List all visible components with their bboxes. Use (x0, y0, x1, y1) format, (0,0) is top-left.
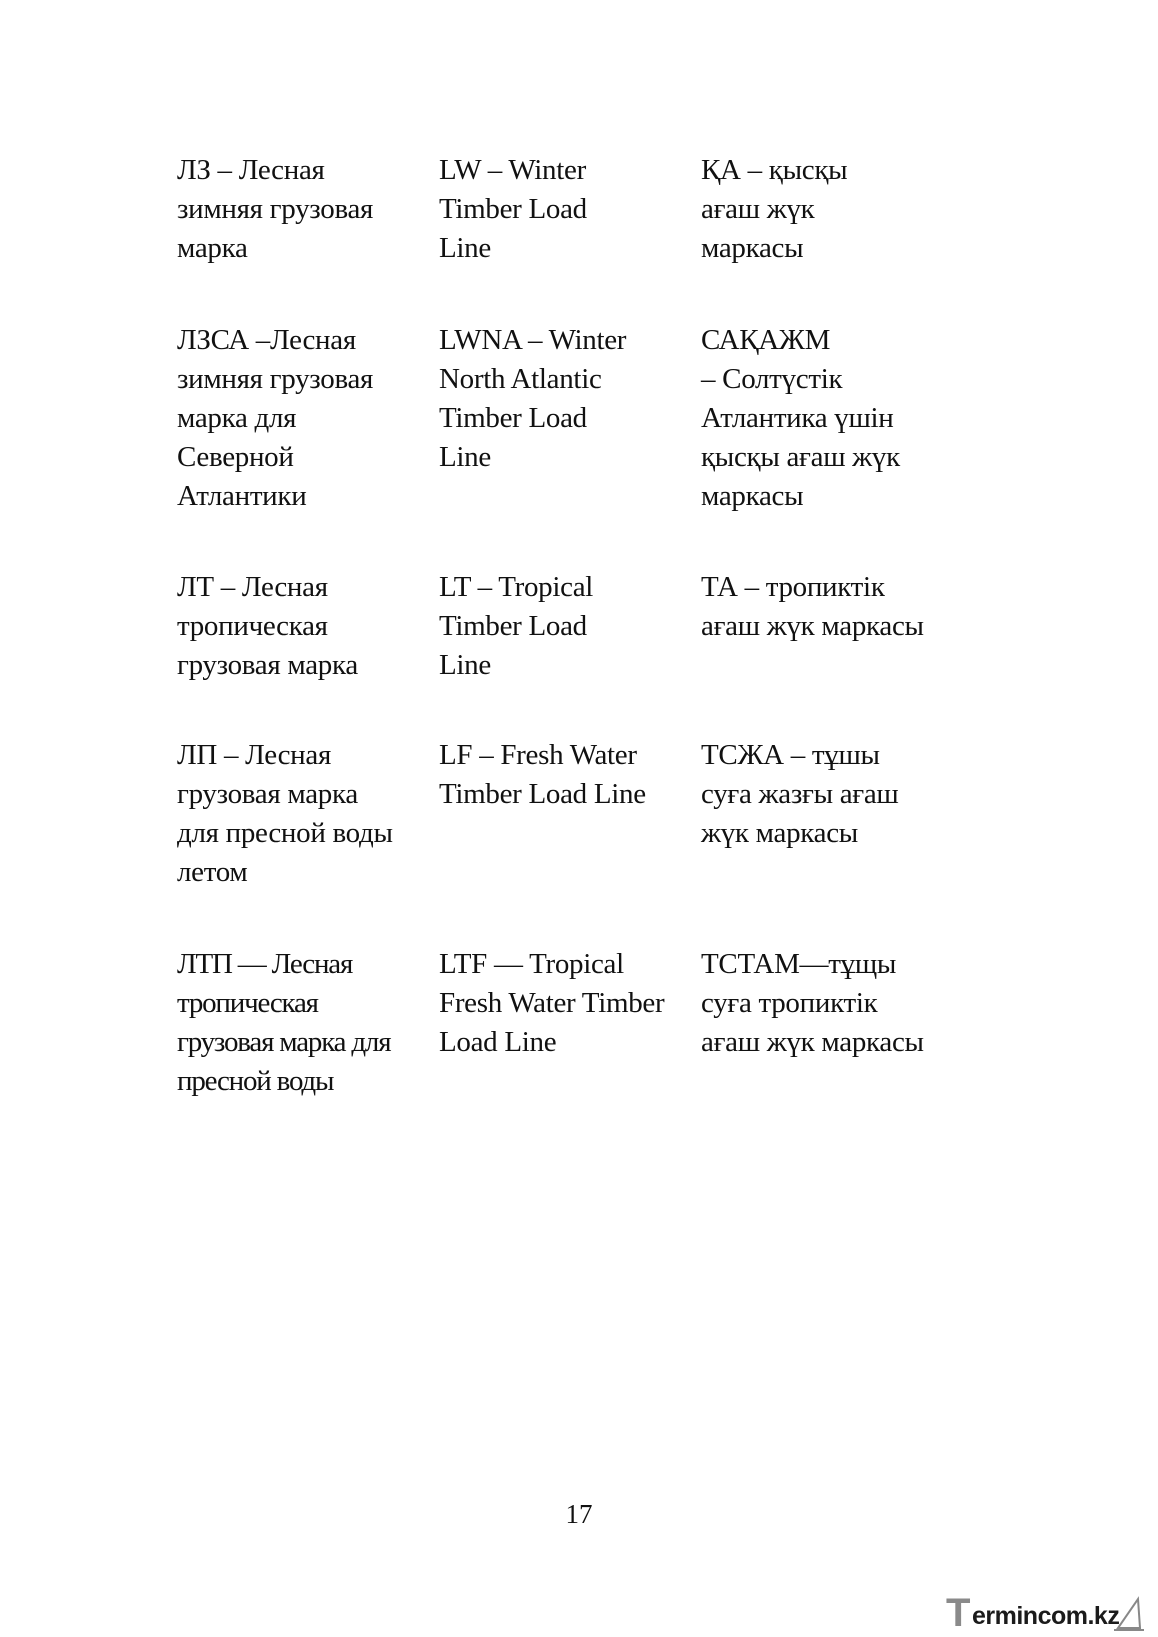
entry-2-russian-line: марка для (177, 402, 297, 434)
watermark-first-letter: T (946, 1591, 971, 1635)
entry-2-russian-line: Атлантики (177, 480, 307, 512)
entry-2-russian-line: зимняя грузовая (177, 363, 374, 395)
entry-2-english-line: North Atlantic (439, 363, 602, 395)
entry-5-kazakh-line: ТСТАМ—тұщы (701, 948, 897, 980)
entry-3-kazakh-line: ағаш жүк маркасы (701, 610, 924, 642)
entry-2-russian-line: Северной (177, 441, 294, 473)
entry-1-kazakh (701, 151, 951, 268)
entry-2-english-line: LWNA – Winter (439, 324, 627, 356)
entry-2-kazakh-line: маркасы (701, 480, 804, 512)
entry-4-kazakh-line: суға жазғы ағаш (701, 778, 899, 810)
entry-1-english-line: Timber Load (439, 193, 587, 225)
entry-1-kazakh-line: маркасы (701, 232, 804, 264)
entry-5-english-line: Load Line (439, 1026, 557, 1058)
entry-2-russian-line: ЛЗСА –Лесная (177, 324, 356, 356)
entry-2-russian (177, 321, 417, 516)
entry-4-kazakh-line: ТСЖА – тұшы (701, 739, 880, 771)
entry-4-english (439, 736, 689, 814)
page-number: 17 (565, 1499, 593, 1529)
entry-5-kazakh-line: суға тропиктік (701, 987, 878, 1019)
entry-5-kazakh-line: ағаш жүк маркасы (701, 1026, 924, 1058)
entry-1-english-line: Line (439, 232, 491, 264)
entry-2-kazakh-line: САҚАЖМ (701, 324, 831, 356)
entry-1-russian-line: зимняя грузовая (177, 193, 374, 225)
entry-4-kazakh-line: жүк маркасы (701, 817, 858, 849)
entry-1-english (439, 151, 689, 268)
entry-2-kazakh (701, 321, 951, 516)
entry-4-russian-line: ЛП – Лесная (177, 739, 331, 771)
entry-5-english-line: Fresh Water Timber (439, 987, 665, 1019)
entry-5-english-line: LTF — Tropical (439, 948, 624, 980)
entry-4-russian-line: летом (177, 856, 248, 888)
entry-3-russian-line: тропическая (177, 610, 328, 642)
entry-5-russian (177, 945, 417, 1101)
entry-3-english-line: Line (439, 649, 491, 681)
entry-4-english-line: LF – Fresh Water (439, 739, 637, 771)
entry-5-english (439, 945, 689, 1062)
entry-1-russian-line: ЛЗ – Лесная (177, 154, 325, 186)
entry-1-russian-line: марка (177, 232, 248, 264)
entry-4-russian-line: грузовая марка (177, 778, 358, 810)
entry-5-russian-line: ЛТП — Лесная (177, 948, 353, 980)
entry-3-russian-line: грузовая марка (177, 649, 358, 681)
entry-2-english-line: Timber Load (439, 402, 587, 434)
entry-3-english-line: LT – Tropical (439, 571, 594, 603)
entry-5-kazakh (701, 945, 951, 1062)
entry-2-kazakh-line: – Солтүстік (701, 363, 843, 395)
sail-icon (1114, 1595, 1144, 1631)
entry-5-russian-line: пресной воды (177, 1065, 334, 1097)
entry-3-russian-line: ЛТ – Лесная (177, 571, 328, 603)
entry-1-kazakh-line: ҚА – қысқы (701, 154, 848, 186)
entry-4-russian-line: для пресной воды (177, 817, 393, 849)
watermark-text: ermincom.kz (972, 1602, 1120, 1630)
watermark-logo (946, 1593, 1146, 1633)
entry-3-english-line: Timber Load (439, 610, 587, 642)
entry-3-english (439, 568, 689, 685)
entry-2-english (439, 321, 689, 477)
entry-4-russian (177, 736, 417, 892)
entry-3-russian (177, 568, 417, 685)
entry-3-kazakh-line: ТА – тропиктік (701, 571, 885, 603)
entry-5-russian-line: грузовая марка для (177, 1026, 391, 1058)
entry-4-english-line: Timber Load Line (439, 778, 646, 810)
entry-2-kazakh-line: Атлантика үшін (701, 402, 894, 434)
entry-3-kazakh (701, 568, 951, 646)
entry-5-russian-line: тропическая (177, 987, 318, 1019)
entry-4-kazakh (701, 736, 951, 853)
entry-1-english-line: LW – Winter (439, 154, 586, 186)
entry-1-russian (177, 151, 417, 268)
entry-1-kazakh-line: ағаш жүк (701, 193, 815, 225)
entry-2-kazakh-line: қысқы ағаш жүк (701, 441, 900, 473)
entry-2-english-line: Line (439, 441, 491, 473)
